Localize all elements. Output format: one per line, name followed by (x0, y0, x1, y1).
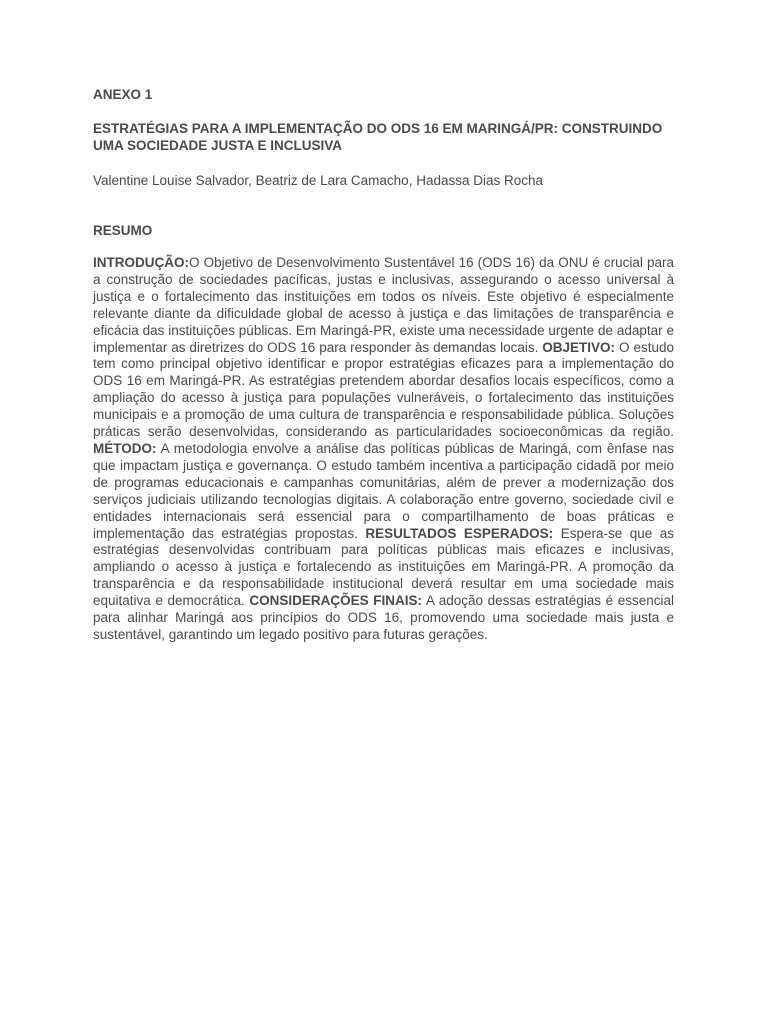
intro-label: INTRODUÇÃO: (93, 255, 189, 270)
abstract-heading: RESUMO (93, 223, 153, 238)
consideracoes-text: A adoção dessas estratégias é essencial para alinhar Maringá aos princípios do ODS 16, promovendo uma sociedade mais justa e sustentável, garantindo um legado positivo para futuras gerações. (93, 593, 674, 642)
annex-label: ANEXO 1 (93, 87, 153, 102)
document-title: ESTRATÉGIAS PARA A IMPLEMENTAÇÃO DO ODS 16 EM MARINGÁ/PR: CONSTRUINDO UMA SOCIEDADE JUSTA E INCLUSIVA (93, 121, 663, 153)
resultados-text: Espera-se que as estratégias desenvolvidas contribuam para políticas públicas mais eficazes e inclusivas, ampliando o acesso à justiça e fortalecendo as instituições em Maringá-PR. A promoção da transparência e da responsabilidade institucional deverá resultar em uma sociedade mais equitativa e democrática. (93, 525, 675, 609)
metodo-label: MÉTODO: (93, 440, 157, 456)
consideracoes-label: CONSIDERAÇÕES FINAIS: (249, 593, 422, 609)
intro-text: O Objetivo de Desenvolvimento Sustentável 16 (ODS 16) da ONU é crucial para a construção de sociedades pacíficas, justas e inclusivas, assegurando o acesso universal à justiça e o fortalecimento das instituições em todos os níveis. Este objetivo é especialmente relevante diante da dificuldade global de acesso à justiça e das limitações de transparência e eficácia das instituições públicas. Em Maringá-PR, existe uma necessidade urgente de adaptar e implementar as diretrizes do ODS 16 para responder às demandas locais. (93, 255, 674, 355)
resultados-label: RESULTADOS ESPERADOS: (365, 525, 554, 541)
document-page (93, 86, 674, 644)
metodo-text: A metodologia envolve a análise das políticas públicas de Maringá, com ênfase nas que impactam justiça e governança. O estudo também incentiva a participação cidadã por meio de programas educacionais e campanhas comunitárias, além de prever a modernização dos serviços judiciais utilizando tecnologias digitais. A colaboração entre governo, sociedade civil e entidades internacionais será essencial para o compartilhamento de boas práticas e implementação das estratégias propostas. (93, 440, 674, 541)
abstract-body (93, 255, 674, 644)
authors-line: Valentine Louise Salvador, Beatriz de Lara Camacho, Hadassa Dias Rocha (93, 173, 544, 188)
objetivo-text: O estudo tem como principal objetivo identificar e propor estratégias eficazes para a implementação do ODS 16 em Maringá-PR. As estratégias pretendem abordar desafios locais específicos, como a ampliação do acesso à justiça para populações vulneráveis, o fortalecimento das instituições municipais e a promoção de uma cultura de transparência e responsabilidade pública. Soluções práticas serão desenvolvidas, considerando as particularidades socioeconômicas da região. (93, 339, 674, 440)
objetivo-label: OBJETIVO: (542, 339, 616, 355)
